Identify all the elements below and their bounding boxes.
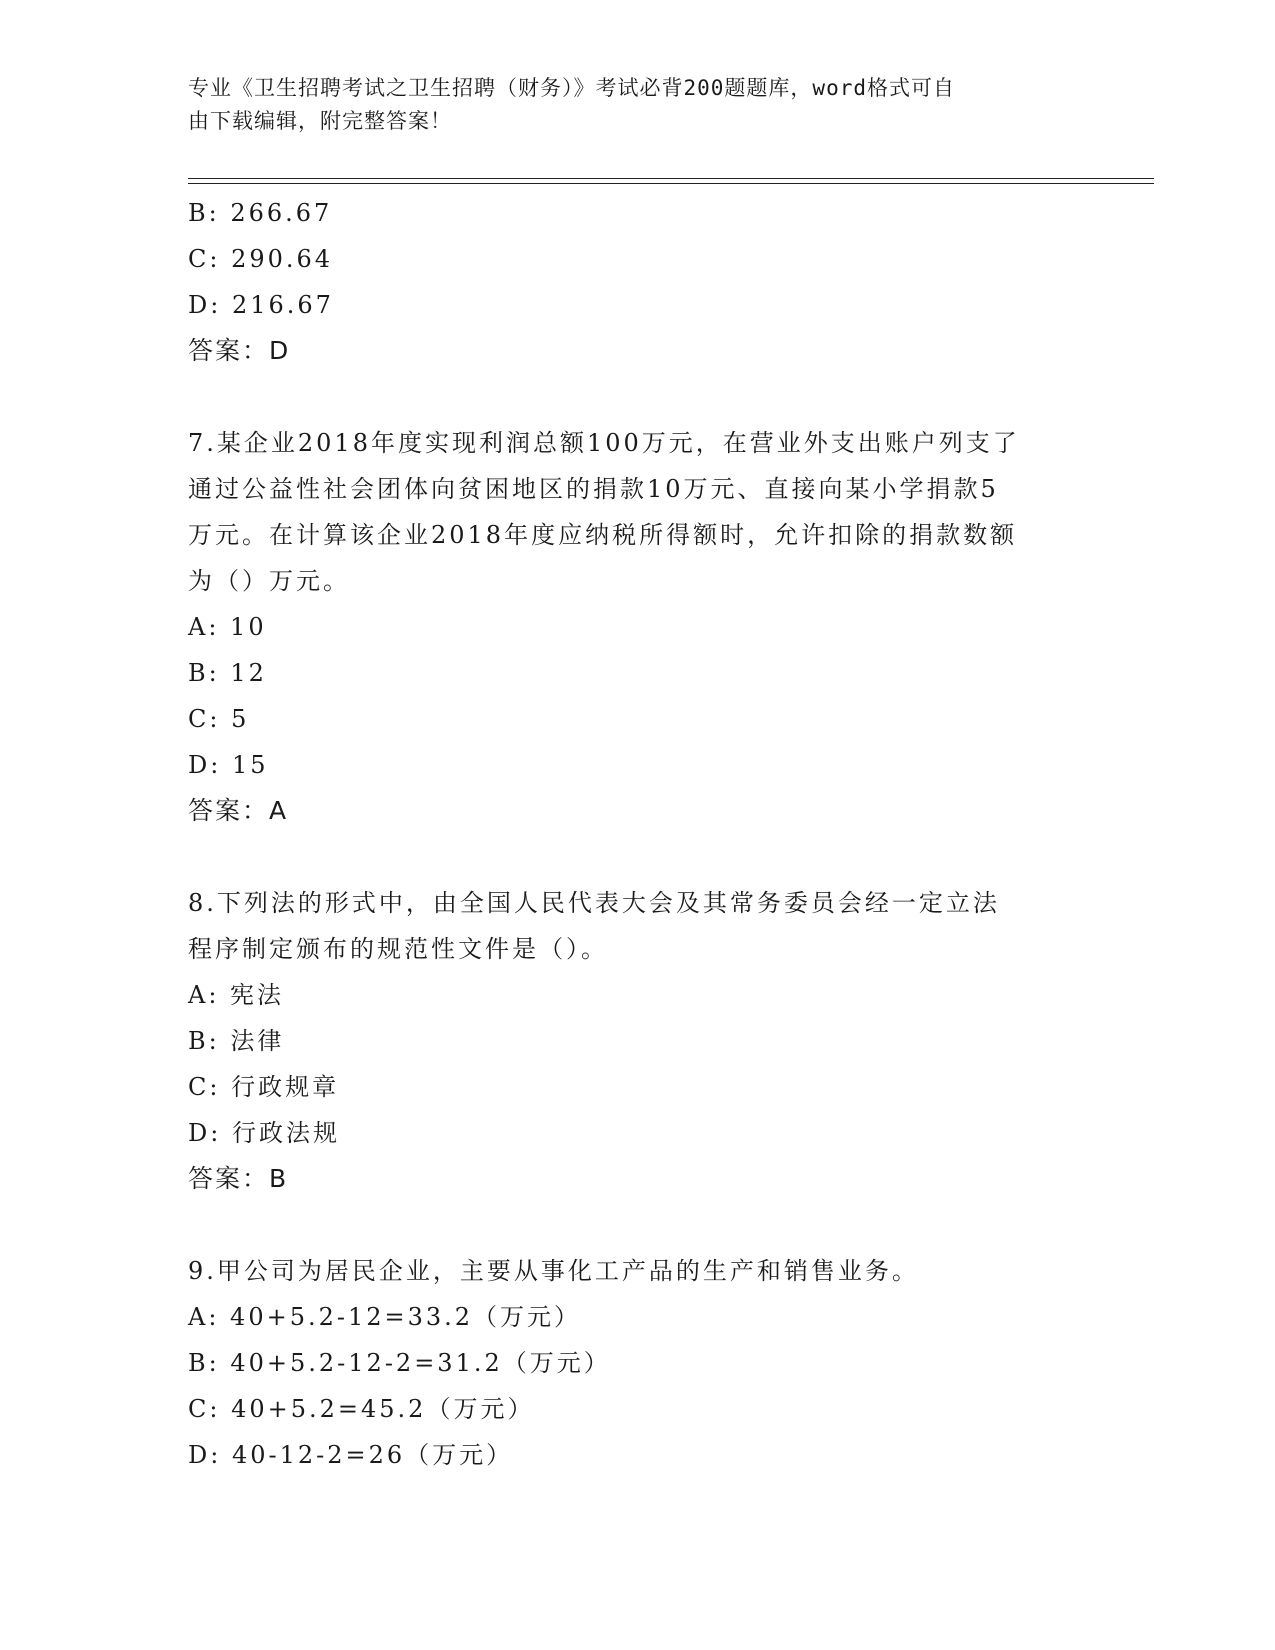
question-block-previous xyxy=(188,190,1088,374)
option-d: D: 216.67 xyxy=(188,291,334,319)
option-d: D: 15 xyxy=(188,751,269,779)
header-line-2: 由下载编辑，附完整答案！ xyxy=(188,109,452,133)
option-a: A: 宪法 xyxy=(188,981,285,1009)
question-text: 万元。在计算该企业2018年度应纳税所得额时，允许扣除的捐款数额 xyxy=(188,521,1018,549)
question-block-9 xyxy=(188,1248,1088,1478)
option-d: D: 40-12-2=26（万元） xyxy=(188,1441,514,1469)
question-text: 程序制定颁布的规范性文件是（）。 xyxy=(188,935,608,963)
header-line-1: 专业《卫生招聘考试之卫生招聘（财务）》考试必背200题题库，word格式可自 xyxy=(188,76,955,100)
document-header xyxy=(188,72,1088,138)
spacer xyxy=(188,1202,1088,1248)
question-text: 为（）万元。 xyxy=(188,567,350,595)
question-text: 7.某企业2018年度实现利润总额100万元，在营业外支出账户列支了 xyxy=(188,429,1020,457)
option-b: B: 266.67 xyxy=(188,199,333,227)
answer-line: 答案：D xyxy=(188,336,291,365)
option-b: B: 12 xyxy=(188,659,267,687)
option-c: C: 行政规章 xyxy=(188,1073,340,1101)
header-divider-bottom xyxy=(188,183,1154,184)
option-d: D: 行政法规 xyxy=(188,1119,340,1147)
question-text: 8.下列法的形式中，由全国人民代表大会及其常务委员会经一定立法 xyxy=(188,889,1000,917)
answer-line: 答案：B xyxy=(188,1164,289,1193)
document-body xyxy=(188,190,1088,1478)
option-c: C: 5 xyxy=(188,705,250,733)
question-block-7 xyxy=(188,420,1088,834)
question-block-8 xyxy=(188,880,1088,1202)
header-divider-top xyxy=(188,178,1154,179)
option-a: A: 10 xyxy=(188,613,267,641)
option-a: A: 40+5.2-12=33.2（万元） xyxy=(188,1303,582,1331)
option-c: C: 40+5.2=45.2（万元） xyxy=(188,1395,535,1423)
answer-line: 答案：A xyxy=(188,796,289,825)
option-b: B: 40+5.2-12-2=31.2（万元） xyxy=(188,1349,611,1377)
spacer xyxy=(188,834,1088,880)
option-c: C: 290.64 xyxy=(188,245,334,273)
option-b: B: 法律 xyxy=(188,1027,285,1055)
question-text: 9.甲公司为居民企业，主要从事化工产品的生产和销售业务。 xyxy=(188,1257,919,1285)
spacer xyxy=(188,374,1088,420)
question-text: 通过公益性社会团体向贫困地区的捐款10万元、直接向某小学捐款5 xyxy=(188,475,999,503)
